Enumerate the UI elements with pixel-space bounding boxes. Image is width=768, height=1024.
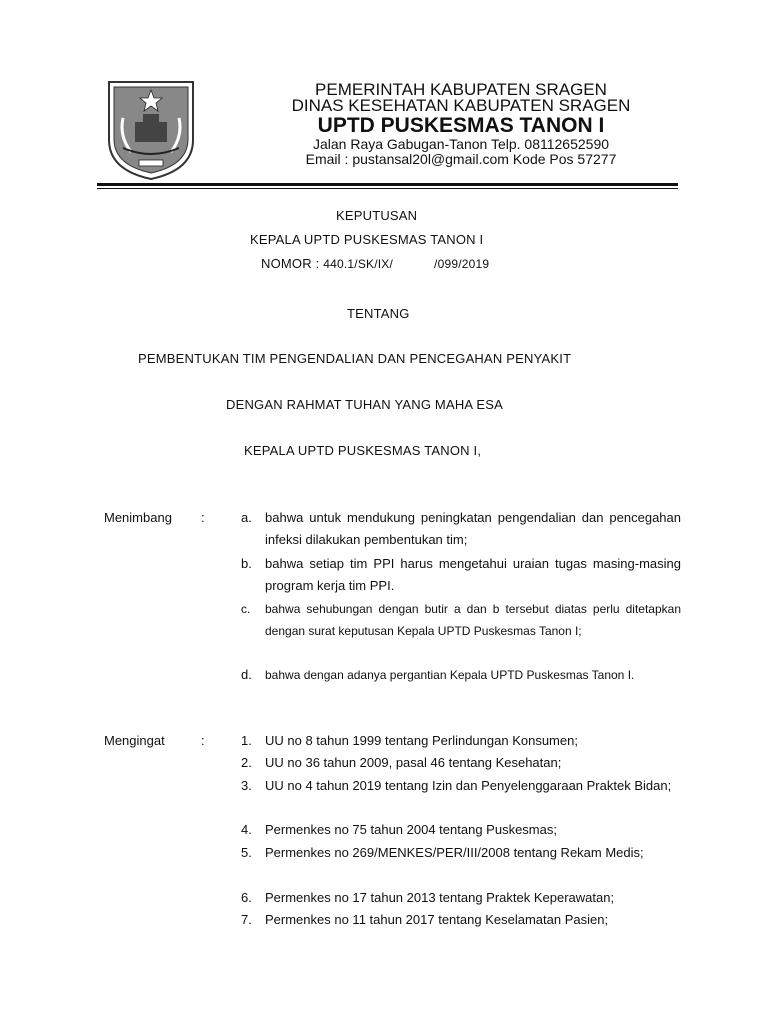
- sragen-regency-emblem-icon: [105, 78, 197, 182]
- doc-subject: PEMBENTUKAN TIM PENGENDALIAN DAN PENCEGAHAN PENYAKIT: [138, 351, 572, 366]
- mengingat-label: Mengingat: [104, 733, 165, 748]
- doc-issuer-2: KEPALA UPTD PUSKESMAS TANON I,: [244, 443, 482, 458]
- mengingat-marker: 7.: [241, 912, 252, 927]
- mengingat-item: UU no 4 tahun 2019 tentang Izin dan Penyelenggaraan Praktek Bidan;: [265, 778, 672, 793]
- menimbang-item: bahwa sehubungan dengan butir a dan b tersebut diatas perlu ditetapkan dengan surat keputusan Kepala UPTD Puskesmas Tanon I;: [265, 602, 681, 638]
- doc-tentang: TENTANG: [347, 306, 410, 321]
- header-institution: UPTD PUSKESMAS TANON I: [317, 114, 605, 137]
- mengingat-marker: 2.: [241, 755, 252, 770]
- header-divider-thick: [97, 183, 678, 186]
- menimbang-marker: b.: [241, 556, 252, 571]
- doc-number-label: NOMOR :: [261, 256, 324, 271]
- mengingat-item: Permenkes no 269/MENKES/PER/III/2008 tentang Rekam Medis;: [265, 845, 644, 860]
- header-department: DINAS KESEHATAN KABUPATEN SRAGEN: [291, 96, 631, 115]
- mengingat-item: Permenkes no 11 tahun 2017 tentang Keselamatan Pasien;: [265, 912, 609, 927]
- menimbang-item: bahwa untuk mendukung peningkatan pengendalian dan pencegahan infeksi dilakukan pembentukan tim;: [265, 510, 681, 547]
- mengingat-item: UU no 8 tahun 1999 tentang Perlindungan Konsumen;: [265, 733, 578, 748]
- header-divider-thin: [97, 188, 678, 189]
- menimbang-marker: a.: [241, 510, 252, 525]
- doc-invocation: DENGAN RAHMAT TUHAN YANG MAHA ESA: [226, 397, 504, 412]
- menimbang-colon: :: [201, 510, 205, 525]
- menimbang-item: bahwa dengan adanya pergantian Kepala UPTD Puskesmas Tanon I.: [265, 668, 635, 682]
- menimbang-marker: d.: [241, 667, 252, 682]
- doc-type: KEPUTUSAN: [336, 208, 418, 223]
- menimbang-marker: c.: [241, 602, 251, 616]
- doc-number-prefix: 440.1/SK/IX/: [323, 257, 394, 271]
- doc-number-suffix: /099/2019: [434, 257, 490, 271]
- mengingat-marker: 4.: [241, 822, 252, 837]
- mengingat-marker: 1.: [241, 733, 252, 748]
- mengingat-marker: 5.: [241, 845, 252, 860]
- menimbang-item: bahwa setiap tim PPI harus mengetahui uraian tugas masing-masing program kerja tim PPI.: [265, 556, 681, 593]
- mengingat-marker: 6.: [241, 890, 252, 905]
- header-government: PEMERINTAH KABUPATEN SRAGEN: [315, 80, 607, 99]
- menimbang-label: Menimbang: [104, 510, 172, 525]
- mengingat-item: UU no 36 tahun 2009, pasal 46 tentang Kesehatan;: [265, 755, 562, 770]
- mengingat-marker: 3.: [241, 778, 252, 793]
- doc-issuer: KEPALA UPTD PUSKESMAS TANON I: [250, 232, 484, 247]
- header-email: Email : pustansal20l@gmail.com Kode Pos 57277: [305, 151, 617, 167]
- mengingat-item: Permenkes no 75 tahun 2004 tentang Puskesmas;: [265, 822, 557, 837]
- doc-number: [261, 256, 489, 271]
- mengingat-item: Permenkes no 17 tahun 2013 tentang Praktek Keperawatan;: [265, 890, 615, 905]
- mengingat-colon: :: [201, 733, 205, 748]
- header-address: Jalan Raya Gabugan-Tanon Telp. 08112652590: [312, 136, 610, 152]
